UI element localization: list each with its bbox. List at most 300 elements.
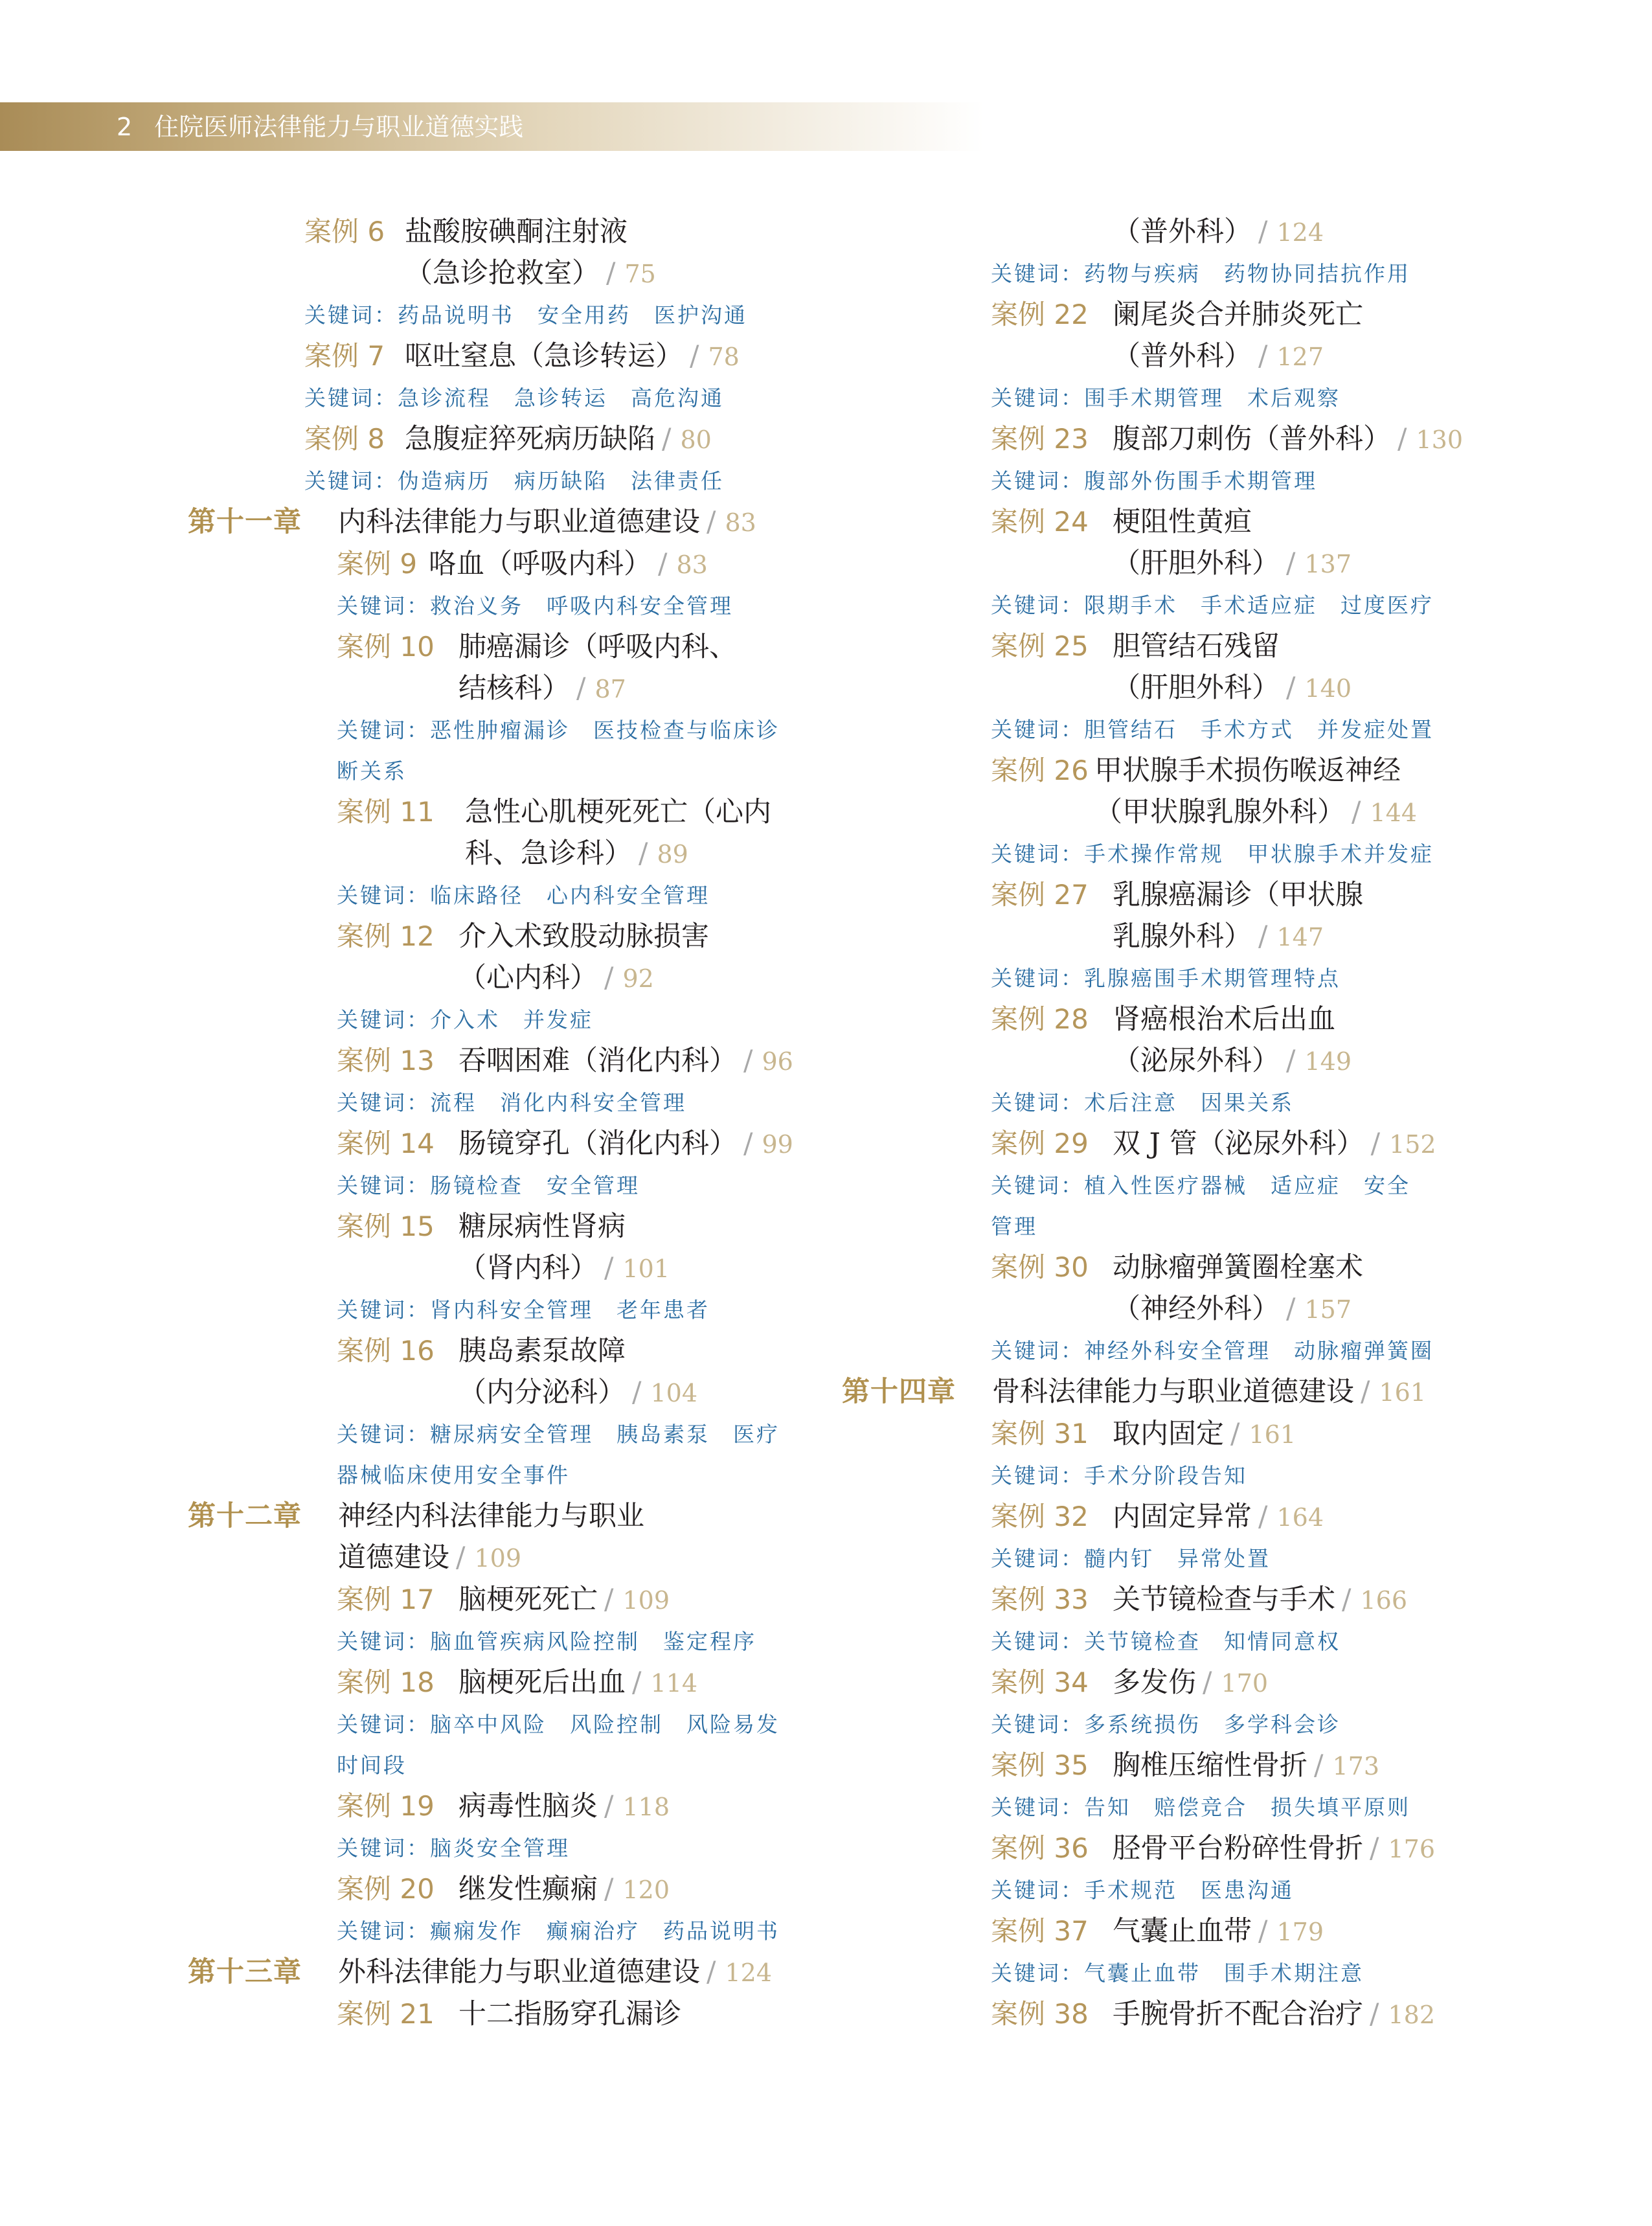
case-title-line [458, 1579, 835, 1621]
case-title-line [1113, 1911, 1464, 1953]
case-title-text: 胸椎压缩性骨折 [1113, 1749, 1307, 1782]
chapter-title [338, 501, 835, 543]
case-title-line [1113, 999, 1464, 1040]
case-title [1113, 1413, 1464, 1455]
case-title-line [458, 1786, 835, 1828]
case-title-text: 十二指肠穿孔漏诊 [458, 1998, 681, 2030]
page-number: 157 [1304, 1295, 1352, 1324]
case-title [1113, 999, 1464, 1082]
case-title-line [1113, 294, 1464, 335]
toc-chapter[interactable] [842, 1371, 1464, 1413]
keywords [991, 585, 1464, 626]
toc-case[interactable] [337, 1123, 835, 1165]
page-separator: / [1314, 1749, 1324, 1782]
case-title [458, 1868, 835, 1911]
case-label: 案例 31 [991, 1418, 1089, 1449]
case-title [458, 626, 835, 710]
toc-right-column [842, 211, 1464, 2036]
page-separator: / [658, 548, 668, 580]
case-title-text: 吞咽困难（消化内科） [458, 1045, 737, 1077]
case-title-line [405, 211, 835, 253]
page-separator: / [604, 962, 614, 994]
chapter-title-line [338, 501, 835, 543]
page-number: 147 [1276, 923, 1324, 951]
page-separator: / [1258, 1501, 1268, 1533]
case-title-text: 咯血（呼吸内科） [429, 548, 651, 580]
case-title-line [405, 253, 835, 295]
chapter-label: 第十三章 [188, 1956, 302, 1988]
keywords [991, 834, 1464, 874]
keywords [337, 875, 835, 916]
case-title-text: 多发伤 [1113, 1666, 1196, 1699]
page-separator: / [1370, 1128, 1381, 1160]
toc-case[interactable] [991, 999, 1464, 1082]
toc-case[interactable] [304, 335, 835, 378]
case-title-text: 肺癌漏诊（呼吸内科、 [458, 631, 737, 663]
case-title-line [458, 1123, 835, 1165]
keywords-line: 关键词：手术规范 医患沟通 [991, 1878, 1294, 1903]
case-title [1113, 1993, 1464, 2036]
case-title [1113, 211, 1464, 253]
case-title [405, 418, 835, 460]
keywords [337, 710, 835, 791]
page-separator: / [1397, 423, 1407, 455]
keywords [991, 1538, 1464, 1579]
keywords-line: 关键词：伪造病历 病历缺陷 法律责任 [304, 468, 724, 494]
page-separator: / [1258, 1915, 1268, 1948]
toc-case[interactable] [991, 501, 1464, 585]
case-title [465, 791, 835, 875]
toc-case[interactable] [991, 1828, 1464, 1870]
case-title-text: 乳腺外科） [1113, 920, 1252, 953]
toc-case[interactable] [991, 1993, 1464, 2036]
case-label: 案例 15 [337, 1210, 435, 1242]
toc-case[interactable] [991, 1123, 1464, 1165]
case-title-text: 甲状腺手术损伤喉返神经 [1094, 755, 1401, 787]
case-label: 案例 26 [991, 755, 1089, 786]
case-label: 案例 34 [991, 1666, 1089, 1698]
keywords-line: 关键词：关节镜检查 知情同意权 [991, 1629, 1341, 1654]
case-title [458, 1786, 835, 1828]
case-title-text: （普外科） [1113, 216, 1252, 248]
case-title-line [458, 1330, 835, 1372]
case-label: 案例 37 [991, 1915, 1089, 1947]
toc-case[interactable] [991, 1662, 1464, 1704]
chapter-label: 第十二章 [188, 1500, 302, 1532]
case-label: 案例 6 [304, 216, 385, 247]
case-title [1094, 750, 1464, 834]
toc-case[interactable] [991, 1579, 1464, 1621]
page-separator: / [1352, 796, 1361, 828]
page-number: 89 [657, 840, 688, 869]
keywords [337, 1828, 835, 1868]
case-title [458, 1040, 835, 1082]
keywords [337, 1289, 835, 1330]
case-title [1113, 1496, 1464, 1538]
case-title-line [1113, 626, 1464, 667]
case-title-line [1113, 501, 1464, 543]
page-number: 170 [1221, 1669, 1269, 1698]
keywords [991, 1704, 1464, 1745]
case-title-line [1113, 1745, 1464, 1787]
keywords-line: 关键词：髓内钉 异常处置 [991, 1546, 1271, 1571]
case-title-text: （甲状腺乳腺外科） [1094, 796, 1345, 828]
case-title-line [458, 916, 835, 957]
case-title [458, 1993, 835, 2035]
case-label: 案例 9 [337, 548, 418, 580]
page-number: 176 [1388, 1835, 1436, 1863]
keywords [991, 1165, 1464, 1247]
page-separator: / [1286, 1293, 1296, 1325]
page-number: 152 [1389, 1130, 1436, 1159]
page-separator: / [604, 1790, 614, 1823]
keywords-line: 关键词：介入术 并发症 [337, 1007, 593, 1032]
keywords [337, 1704, 835, 1786]
page-separator: / [743, 1045, 753, 1077]
keywords-line: 关键词：恶性肿瘤漏诊 医技检查与临床诊 [337, 718, 780, 743]
case-title-line [1113, 1247, 1464, 1288]
case-label: 案例 16 [337, 1335, 435, 1367]
case-title-text: 胆管结石残留 [1113, 630, 1280, 663]
page-separator: / [707, 1956, 716, 1988]
toc-case[interactable] [337, 791, 835, 875]
toc-case[interactable] [991, 1745, 1464, 1787]
keywords [304, 460, 835, 501]
page-separator: / [632, 1666, 642, 1699]
case-title [1113, 1123, 1464, 1165]
case-title-line [1113, 1828, 1464, 1870]
case-title-text: 手腕骨折不配合治疗 [1113, 1998, 1363, 2030]
case-title [1113, 1247, 1464, 1330]
chapter-label: 第十四章 [842, 1376, 956, 1408]
case-title-text: 乳腺癌漏诊（甲状腺 [1113, 879, 1363, 911]
toc-case[interactable] [991, 211, 1464, 253]
case-label: 案例 7 [304, 340, 385, 372]
toc-case[interactable] [337, 626, 835, 710]
case-title [1113, 294, 1464, 378]
case-title-line [1113, 1123, 1464, 1165]
keywords-line: 关键词：多系统损伤 多学科会诊 [991, 1712, 1341, 1737]
keywords-line: 关键词：流程 消化内科安全管理 [337, 1090, 686, 1115]
page-separator: / [743, 1128, 753, 1160]
keywords-line: 关键词：手术分阶段告知 [991, 1463, 1247, 1488]
case-title-line [458, 1993, 835, 2035]
toc-case[interactable] [337, 1579, 835, 1621]
case-title [1113, 1745, 1464, 1787]
keywords [991, 1870, 1464, 1911]
page-separator: / [1286, 1045, 1296, 1077]
keywords-line: 关键词：告知 赔偿竞合 损失填平原则 [991, 1795, 1410, 1820]
case-title-text: 病毒性脑炎 [458, 1790, 598, 1823]
case-label: 案例 17 [337, 1584, 435, 1615]
case-label: 案例 13 [337, 1045, 435, 1076]
case-label: 案例 25 [991, 630, 1089, 662]
page-separator: / [639, 837, 648, 870]
case-title-text: 结核科） [458, 672, 570, 705]
case-title-line [458, 1662, 835, 1704]
chapter-label: 第十一章 [188, 506, 302, 538]
toc-case[interactable] [337, 916, 835, 999]
case-title-text: （肾内科） [458, 1252, 598, 1284]
page-number: 124 [725, 1959, 773, 1987]
chapter-title-text: 外科法律能力与职业道德建设 [338, 1956, 700, 1988]
page-number: 75 [624, 260, 656, 288]
case-title-line [1113, 543, 1464, 585]
case-title-line [458, 668, 835, 710]
toc-chapter[interactable] [188, 501, 835, 543]
keywords [337, 999, 835, 1040]
page-number: 127 [1276, 343, 1324, 371]
chapter-title [992, 1371, 1464, 1413]
keywords [991, 1330, 1464, 1371]
case-label: 案例 32 [991, 1501, 1089, 1532]
case-label: 案例 36 [991, 1832, 1089, 1864]
keywords-line: 关键词：药物与疾病 药物协同拮抗作用 [991, 261, 1410, 286]
case-label: 案例 19 [337, 1790, 435, 1822]
case-title-line [429, 543, 835, 585]
page-separator: / [604, 1584, 614, 1616]
case-title-text: 科、急诊科） [465, 837, 632, 870]
keywords [991, 1082, 1464, 1123]
keywords-line: 关键词：脑炎安全管理 [337, 1835, 570, 1861]
chapter-title-line [338, 1495, 835, 1537]
keywords [337, 1414, 835, 1495]
keywords [337, 1621, 835, 1662]
case-title [405, 211, 835, 295]
keywords-line: 关键词：乳腺癌围手术期管理特点 [991, 966, 1341, 991]
keywords-line: 时间段 [337, 1753, 407, 1778]
keywords [337, 1165, 835, 1206]
keywords-line: 关键词：脑卒中风险 风险控制 风险易发 [337, 1712, 780, 1737]
toc-case[interactable] [337, 1993, 835, 2035]
page-number: 101 [622, 1255, 670, 1283]
case-title [1113, 1911, 1464, 1953]
case-title-line [1094, 791, 1464, 834]
case-label: 案例 12 [337, 920, 435, 952]
toc-case[interactable] [337, 543, 835, 585]
case-title-line [1113, 211, 1464, 253]
case-title-line [1113, 1496, 1464, 1538]
keywords [991, 1953, 1464, 1993]
toc-case[interactable] [991, 1496, 1464, 1538]
toc-chapter[interactable] [188, 1495, 835, 1579]
keywords [991, 1787, 1464, 1828]
case-title [1113, 874, 1464, 958]
page-number: 179 [1276, 1918, 1324, 1946]
keywords [991, 378, 1464, 418]
toc-case[interactable] [304, 418, 835, 460]
page-number: 118 [622, 1793, 670, 1821]
case-label: 案例 24 [991, 506, 1089, 538]
page-number: 99 [762, 1130, 793, 1159]
case-title-text: 脑梗死后出血 [458, 1666, 626, 1699]
case-label: 案例 10 [337, 631, 435, 663]
keywords-line: 关键词：限期手术 手术适应症 过度医疗 [991, 593, 1434, 618]
case-title-text: 气囊止血带 [1113, 1915, 1252, 1948]
case-title-text: 急性心肌梗死死亡（心内 [465, 796, 771, 828]
case-title-line [1113, 1413, 1464, 1455]
keywords [991, 709, 1464, 750]
chapter-title-text: 道德建设 [338, 1541, 449, 1574]
case-label: 案例 38 [991, 1998, 1089, 2030]
page-number: 137 [1304, 550, 1352, 578]
page-number: 109 [474, 1544, 522, 1573]
page-number: 96 [762, 1047, 793, 1076]
chapter-title-line [338, 1537, 835, 1579]
case-title-text: （心内科） [458, 962, 598, 994]
page-separator: / [604, 1252, 614, 1284]
toc-case[interactable] [337, 1868, 835, 1911]
case-title-line [1113, 1288, 1464, 1330]
keywords-line: 关键词：癫痫发作 癫痫治疗 药品说明书 [337, 1918, 780, 1944]
toc-case[interactable] [304, 211, 835, 295]
case-title-line [1113, 874, 1464, 916]
page-number: 140 [1304, 674, 1352, 703]
case-title [1113, 1828, 1464, 1870]
page-separator: / [1370, 1832, 1379, 1865]
keywords-line: 关键词：气囊止血带 围手术期注意 [991, 1960, 1364, 1986]
case-title-line [458, 1247, 835, 1289]
toc-case[interactable] [337, 1040, 835, 1082]
page-number: 161 [1379, 1378, 1427, 1407]
case-label: 案例 30 [991, 1251, 1089, 1283]
keywords [991, 253, 1464, 294]
case-label: 案例 11 [337, 796, 435, 828]
keywords-line: 器械临床使用安全事件 [337, 1462, 570, 1488]
toc-case[interactable] [337, 1786, 835, 1828]
header-book-title: 住院医师法律能力与职业道德实践 [154, 113, 524, 141]
case-title-text: 胫骨平台粉碎性骨折 [1113, 1832, 1363, 1865]
keywords [304, 295, 835, 335]
case-label: 案例 8 [304, 423, 385, 455]
case-title-line [1113, 1993, 1464, 2036]
case-title [1113, 626, 1464, 709]
header-page-number: 2 [117, 113, 133, 141]
case-title-text: 梗阻性黄疸 [1113, 506, 1252, 538]
chapter-title-text: 内科法律能力与职业道德建设 [338, 506, 700, 538]
case-title-line [405, 335, 835, 378]
case-title-text: 动脉瘤弹簧圈栓塞术 [1113, 1251, 1363, 1284]
case-title [1113, 418, 1464, 460]
page-number: 120 [622, 1876, 670, 1904]
keywords-line: 断关系 [337, 758, 407, 784]
case-title-text: （神经外科） [1113, 1293, 1280, 1325]
page-separator: / [1258, 920, 1268, 953]
case-title-text: 胰岛素泵故障 [458, 1335, 626, 1367]
keywords-line: 关键词：药品说明书 安全用药 医护沟通 [304, 302, 747, 328]
case-title-line [458, 957, 835, 999]
case-title-line [405, 418, 835, 460]
case-title-text: 盐酸胺碘酮注射液 [405, 216, 628, 248]
case-title [1113, 1662, 1464, 1704]
case-title-text: 介入术致股动脉损害 [458, 920, 709, 953]
chapter-title [338, 1951, 835, 1993]
page-number: 149 [1304, 1047, 1352, 1076]
case-label: 案例 35 [991, 1749, 1089, 1781]
toc-case[interactable] [991, 418, 1464, 460]
keywords-line: 关键词：肾内科安全管理 老年患者 [337, 1297, 710, 1323]
case-title-line [1113, 1040, 1464, 1082]
case-title-text: （急诊抢救室） [405, 257, 600, 290]
case-title [405, 335, 835, 378]
page-separator: / [707, 506, 716, 538]
case-title-line [1094, 750, 1464, 791]
page-number: 83 [676, 551, 708, 579]
keywords-line: 关键词：腹部外伤围手术期管理 [991, 468, 1317, 494]
case-title [1113, 1579, 1464, 1621]
case-title-text: （内分泌科） [458, 1376, 626, 1409]
keywords-line: 关键词：围手术期管理 术后观察 [991, 385, 1341, 411]
case-title-line [1113, 1662, 1464, 1704]
keywords-line: 关键词：术后注意 因果关系 [991, 1090, 1294, 1115]
page-separator: / [1370, 1998, 1379, 2030]
page-separator: / [1258, 216, 1268, 248]
case-title [458, 1330, 835, 1414]
toc-case[interactable] [337, 1662, 835, 1704]
case-title-text: 急腹症猝死病历缺陷 [405, 423, 655, 455]
keywords [991, 1455, 1464, 1496]
page-number: 130 [1416, 426, 1464, 454]
case-label: 案例 20 [337, 1873, 435, 1905]
toc-chapter[interactable] [188, 1951, 835, 1993]
page-number: 104 [650, 1379, 698, 1407]
case-label: 案例 33 [991, 1584, 1089, 1615]
page-separator: / [1286, 547, 1296, 580]
page-number: 114 [650, 1669, 698, 1698]
page-number: 164 [1276, 1503, 1324, 1532]
page-number: 161 [1249, 1420, 1296, 1449]
case-label: 案例 29 [991, 1128, 1089, 1159]
keywords [991, 1621, 1464, 1662]
case-title-text: 肠镜穿孔（消化内科） [458, 1128, 737, 1160]
keywords [991, 958, 1464, 999]
toc-case[interactable] [337, 1330, 835, 1414]
case-title [458, 1123, 835, 1165]
case-title-text: （肝胆外科） [1113, 547, 1280, 580]
toc-case[interactable] [991, 874, 1464, 958]
toc-case[interactable] [991, 626, 1464, 709]
case-title-text: 呕吐窒息（急诊转运） [405, 340, 683, 372]
page-number: 166 [1360, 1586, 1408, 1615]
page-number: 80 [680, 426, 712, 454]
case-title-text: （肝胆外科） [1113, 672, 1280, 704]
keywords-line: 关键词：胆管结石 手术方式 并发症处置 [991, 717, 1434, 742]
page-number: 78 [708, 343, 740, 371]
case-title-line [458, 1206, 835, 1247]
case-title-line [458, 626, 835, 668]
toc-case[interactable] [991, 294, 1464, 378]
page-separator: / [456, 1541, 466, 1574]
case-title [1113, 501, 1464, 585]
toc-case[interactable] [991, 750, 1464, 834]
toc-case[interactable] [991, 1247, 1464, 1330]
case-label: 案例 27 [991, 879, 1089, 911]
chapter-title [338, 1495, 835, 1579]
case-title-text: 内固定异常 [1113, 1501, 1252, 1533]
toc-case[interactable] [991, 1911, 1464, 1953]
case-title [429, 543, 835, 585]
toc-case[interactable] [991, 1413, 1464, 1455]
toc-case[interactable] [337, 1206, 835, 1289]
case-title-text: 糖尿病性肾病 [458, 1210, 626, 1243]
page-separator: / [1361, 1376, 1370, 1408]
keywords-line: 关键词：植入性医疗器械 适应症 安全 [991, 1173, 1410, 1198]
case-title-line [1113, 1579, 1464, 1621]
case-label: 案例 28 [991, 1003, 1089, 1035]
page-separator: / [576, 672, 586, 705]
keywords [337, 1082, 835, 1123]
chapter-title-line [338, 1951, 835, 1993]
